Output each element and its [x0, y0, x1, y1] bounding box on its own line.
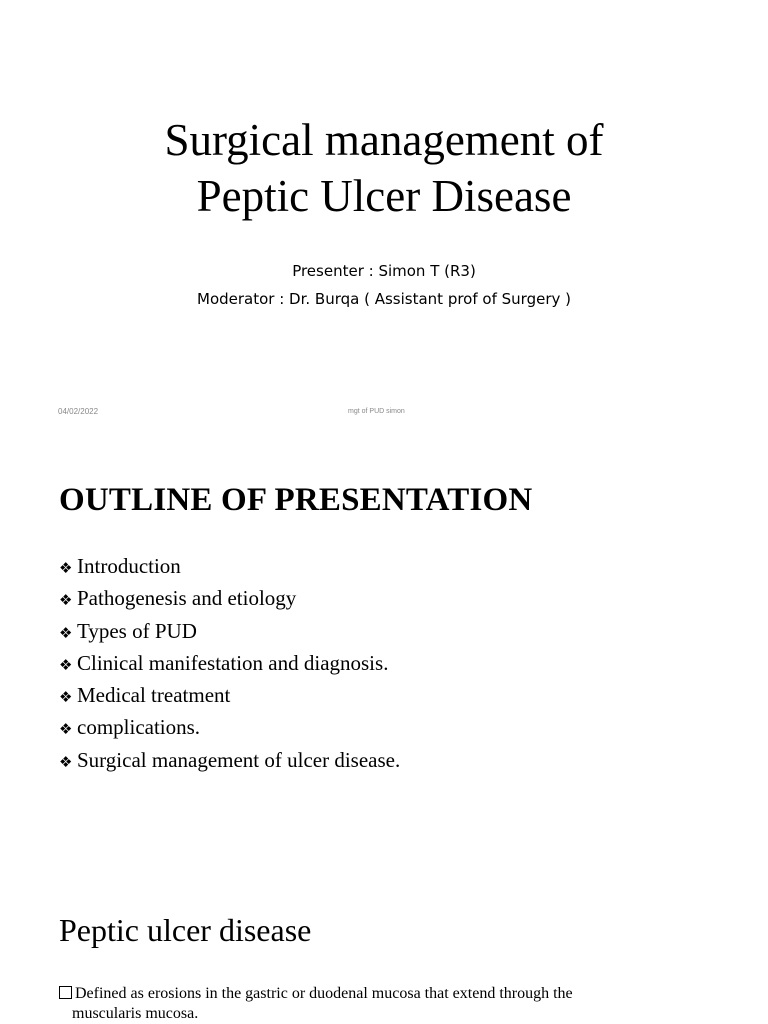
outline-title: OUTLINE OF PRESENTATION	[59, 482, 533, 518]
list-item-text: Surgical management of ulcer disease.	[77, 747, 401, 772]
pud-definition	[59, 984, 719, 1024]
footer-text: mgt of PUD simon	[348, 408, 405, 415]
list-item	[59, 582, 400, 614]
list-item	[59, 615, 400, 647]
square-bullet-icon	[59, 986, 72, 999]
list-item-text: Medical treatment	[77, 683, 231, 708]
title-line-1: Surgical management of	[164, 115, 604, 165]
list-item	[59, 711, 400, 743]
pud-title: Peptic ulcer disease	[59, 912, 312, 948]
list-item	[59, 679, 400, 711]
definition-line-2: muscularis mucosa.	[72, 1005, 199, 1022]
pud-slide	[0, 880, 768, 1024]
footer-date: 04/02/2022	[58, 407, 99, 416]
diamond-bullet-icon: ❖	[59, 720, 73, 739]
list-item-text: Pathogenesis and etiology	[77, 586, 297, 611]
title-line-2: Peptic Ulcer Disease	[196, 171, 572, 221]
list-item	[59, 550, 400, 582]
list-item	[59, 647, 400, 679]
diamond-bullet-icon: ❖	[59, 591, 73, 610]
list-item-text: Introduction	[77, 554, 181, 578]
outline-list	[59, 550, 400, 776]
definition-line-1: Defined as erosions in the gastric or duodenal mucosa that extend through the	[75, 985, 573, 1002]
diamond-bullet-icon: ❖	[59, 623, 73, 642]
list-item-text: complications.	[77, 715, 201, 740]
diamond-bullet-icon: ❖	[59, 688, 73, 707]
diamond-bullet-icon: ❖	[59, 655, 73, 674]
presenter-text: Presenter : Simon T (R3)	[292, 262, 476, 280]
moderator-text: Moderator : Dr. Burqa ( Assistant prof of Surgery )	[197, 290, 571, 308]
diamond-bullet-icon: ❖	[59, 559, 73, 577]
outline-slide	[0, 440, 768, 872]
list-item	[59, 744, 400, 776]
list-item-text: Types of PUD	[77, 618, 197, 643]
title-slide	[0, 0, 768, 432]
presentation-title	[0, 112, 768, 224]
diamond-bullet-icon: ❖	[59, 752, 73, 771]
list-item-text: Clinical manifestation and diagnosis.	[77, 650, 389, 675]
